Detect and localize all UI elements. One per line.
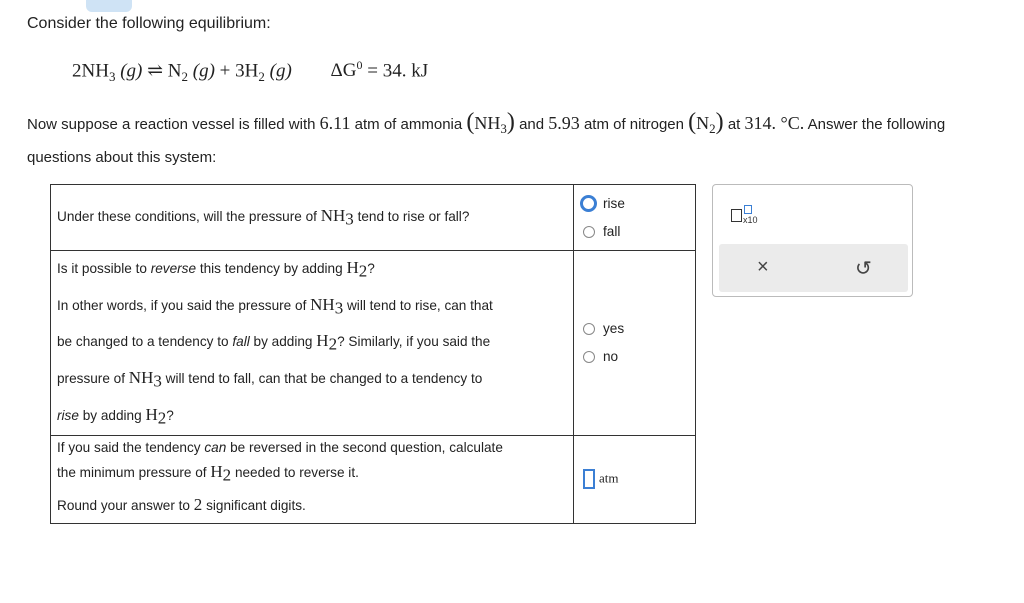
radio-fall-circle[interactable] — [583, 226, 595, 238]
question-3-answer — [574, 435, 696, 523]
scientific-notation-button[interactable]: x10 — [731, 205, 757, 225]
radio-yes-circle[interactable] — [583, 323, 595, 335]
exponent-box-icon — [744, 205, 752, 214]
intro-text: Consider the following equilibrium: — [27, 15, 271, 32]
h2-pressure-input[interactable] — [583, 469, 595, 489]
undo-icon[interactable]: ↺ — [855, 258, 872, 280]
question-2: Is it possible to reverse this tendency by adding $H_2$? In other words, if you said the pressure of $NH_3$ will tend to rise, can that be changed to a tendency to fall by adding $H_2$? Similarly, if you said the pressure of $NH_3$ will tend to fall, can that be changed to a tendency to rise by adding $H_2$? — [51, 251, 574, 436]
tool-bar — [719, 244, 908, 292]
equilibrium-equation: $2NH_3$ (g) ⇌ $N_2$ $(g) + 3H_2$ (g) $\Delta G^0 = 34$. kJ — [72, 58, 429, 85]
radio-yes[interactable]: yes — [574, 315, 695, 343]
radio-rise[interactable]: rise — [574, 190, 695, 218]
answer-tools-panel — [712, 184, 913, 297]
radio-no[interactable]: no — [574, 343, 695, 371]
top-tab[interactable] — [86, 0, 132, 12]
question-1-answers — [574, 185, 696, 251]
clear-icon[interactable]: × — [757, 256, 769, 278]
question-1: Under these conditions, will the pressure of $NH_3$ tend to rise or fall? — [51, 185, 574, 251]
radio-rise-circle[interactable] — [580, 195, 597, 212]
radio-fall[interactable]: fall — [574, 218, 695, 246]
unit-label: atm — [599, 470, 619, 486]
problem-setup: Now suppose a reaction vessel is filled with 6.11 atm of ammonia $(NH_3)$ and 5.93 atm of nitrogen $(N_2)$ at 314. °C. Answer the following questions about this system: — [27, 109, 946, 166]
question-3: If you said the tendency can be reversed in the second question, calculate the minimum pressure of $H_2$ needed to reverse it. Round your answer to 2 significant digits. — [51, 435, 574, 523]
question-2-answers — [574, 251, 696, 436]
question-table — [50, 184, 696, 524]
radio-no-circle[interactable] — [583, 351, 595, 363]
base-box-icon — [731, 209, 742, 222]
